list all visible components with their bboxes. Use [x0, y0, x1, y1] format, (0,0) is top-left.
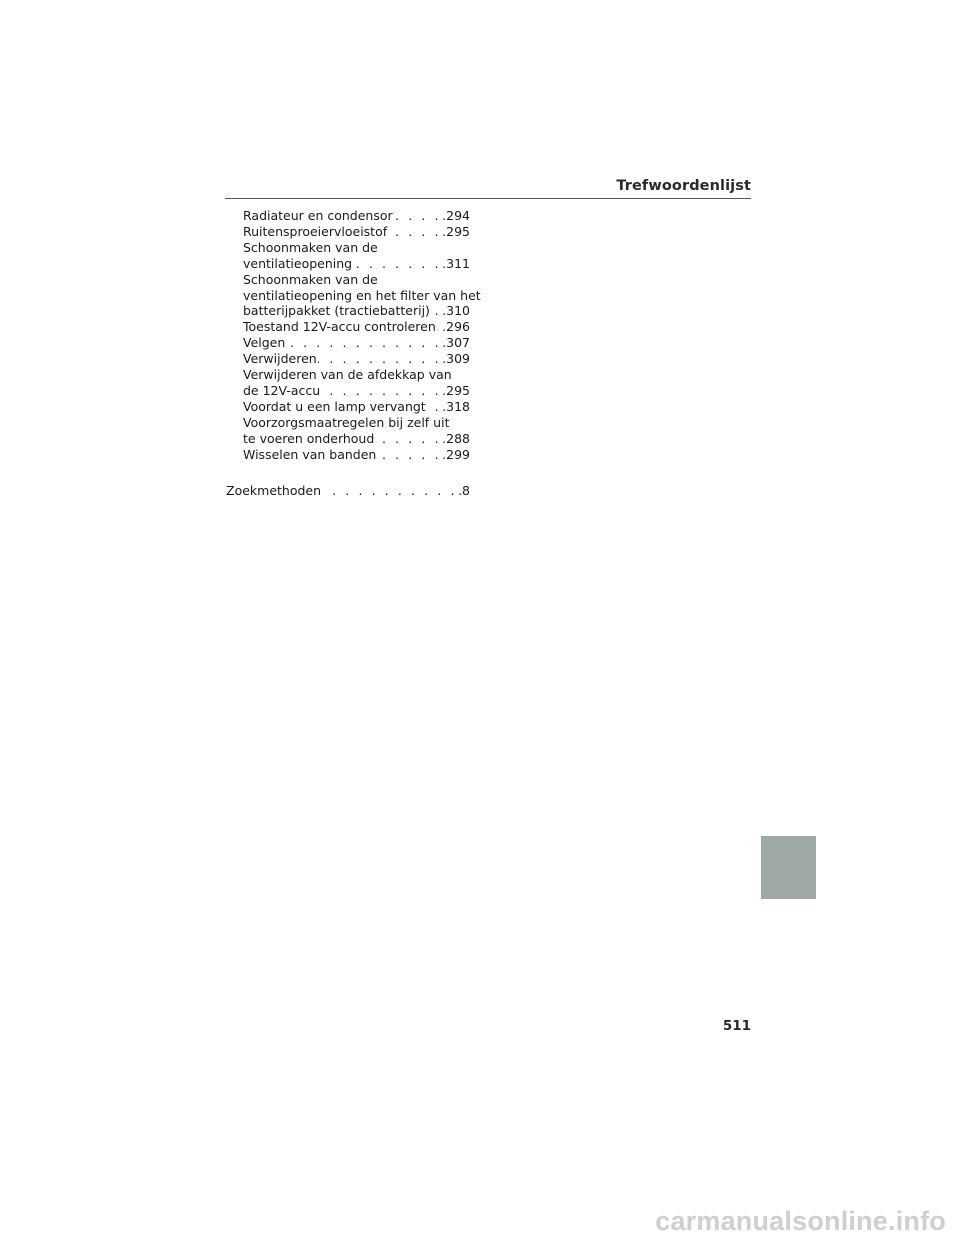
page-reference: .296 — [442, 319, 470, 335]
dot-leader — [322, 483, 457, 499]
dot-leader — [394, 208, 442, 224]
index-entry-line — [243, 224, 470, 240]
index-entry — [226, 335, 470, 351]
index-entry-line — [243, 319, 470, 335]
index-entry-line — [243, 208, 470, 224]
index-term: Radiateur en condensor — [243, 208, 393, 223]
watermark: carmanualsonline.info — [655, 1206, 946, 1236]
index-entry-line — [243, 399, 470, 415]
chapter-side-tab — [761, 836, 816, 899]
index-entry — [226, 351, 470, 367]
dot-leader — [388, 224, 441, 240]
index-entry-line — [226, 483, 470, 499]
index-entry-line — [243, 303, 470, 319]
dot-leader — [427, 399, 441, 415]
index-entry-line — [243, 431, 470, 447]
dot-leader — [321, 383, 441, 399]
index-main-entry — [226, 483, 470, 499]
index-entry-line — [243, 447, 470, 463]
index-entry-line — [243, 383, 470, 399]
dot-leader — [286, 335, 441, 351]
page-reference: .310 — [442, 303, 470, 319]
index-term-line: Voorzorgsmaatregelen bij zelf uit — [243, 414, 450, 430]
index-term: batterijpakket (tractiebatterij) — [243, 303, 430, 319]
dot-leader — [353, 256, 441, 272]
page-reference: .8 — [458, 482, 470, 498]
page-reference: .295 — [442, 223, 470, 239]
index-entry — [226, 240, 470, 272]
running-header-title: Trefwoordenlijst — [616, 178, 751, 194]
index-entry — [226, 367, 470, 399]
page-reference: .311 — [442, 255, 470, 271]
index-entry — [226, 399, 470, 415]
index-term: Verwijderen — [243, 351, 317, 367]
page-reference: .288 — [442, 430, 470, 446]
page-reference: .318 — [442, 398, 470, 414]
index-term: Zoekmethoden — [226, 482, 322, 498]
page-reference: .295 — [442, 382, 470, 398]
index-entry-line — [243, 351, 470, 367]
index-term: Voordat u een lamp vervangt — [243, 398, 426, 414]
page-reference: .307 — [442, 335, 470, 351]
index-term-line: Schoonmaken van de — [243, 239, 378, 255]
index-entry — [226, 208, 470, 224]
index-term: ventilatieopening — [243, 255, 353, 271]
index-list — [226, 208, 481, 498]
index-entry-line — [243, 335, 470, 351]
index-term-line: ventilatieopening en het filter van het — [243, 287, 481, 303]
dot-leader — [375, 431, 441, 447]
index-entry — [226, 415, 470, 447]
index-term: Toestand 12V-accu controleren — [243, 319, 436, 335]
index-entry — [226, 447, 470, 463]
dot-leader — [377, 447, 441, 463]
page-reference: .299 — [442, 446, 470, 462]
dot-leader — [431, 303, 441, 319]
index-entry — [226, 319, 470, 335]
index-entry-line — [243, 256, 470, 272]
index-term: de 12V-accu — [243, 382, 321, 398]
index-term-line: Schoonmaken van de — [243, 271, 378, 287]
page-number: 511 — [722, 1018, 751, 1034]
dot-leader — [318, 351, 441, 367]
index-term: Ruitensproeiervloeistof — [243, 223, 388, 239]
index-entry — [226, 224, 470, 240]
index-term: Wisselen van banden — [243, 446, 377, 462]
page-reference: .309 — [442, 351, 470, 367]
index-term: te voeren onderhoud — [243, 430, 375, 446]
dot-leader — [437, 319, 441, 335]
page-reference: .294 — [442, 208, 470, 223]
index-term-line: Verwijderen van de afdekkap van — [243, 367, 452, 383]
index-term: Velgen — [243, 335, 286, 351]
header-divider — [225, 198, 751, 199]
index-entry — [226, 271, 481, 320]
